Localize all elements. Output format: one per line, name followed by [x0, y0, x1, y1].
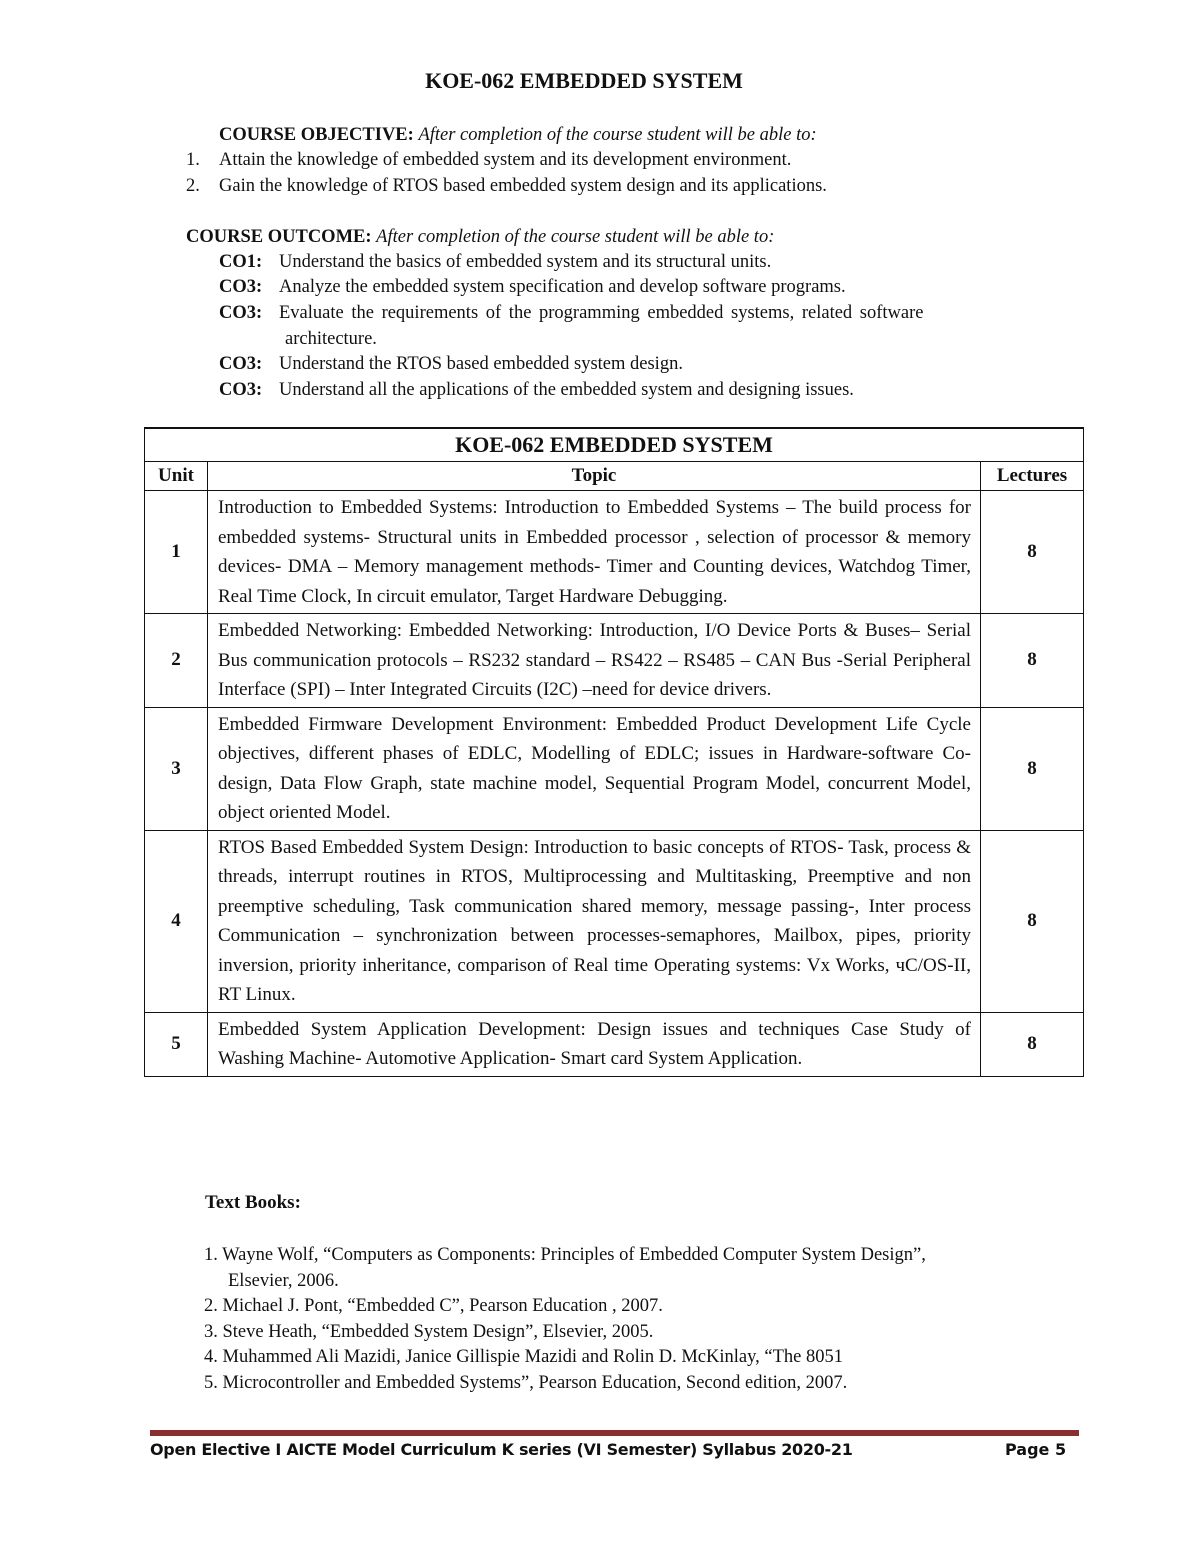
- unit-lectures: 8: [981, 491, 1084, 614]
- unit-topic: Introduction to Embedded Systems: Introduction to Embedded Systems – The build process for embedded systems- Structural units in Embedded processor , selection of processor & memory devices- DMA – Memory management methods- Timer and Counting devices, Watchdog Timer, Real Time Clock, In circuit emulator, Target Hardware Debugging.: [208, 491, 981, 614]
- outcome-code: CO3:: [219, 303, 263, 323]
- table-title: KOE-062 EMBEDDED SYSTEM: [145, 428, 1084, 462]
- objective-item-text: Gain the knowledge of RTOS based embedded system design and its applications.: [219, 176, 827, 196]
- objective-label: COURSE OBJECTIVE:: [219, 125, 414, 145]
- outcome-text: Understand the RTOS based embedded system design.: [279, 354, 683, 374]
- footer-curriculum-text: Open Elective I AICTE Model Curriculum K series (VI Semester) Syllabus 2020-21: [150, 1440, 853, 1459]
- unit-lectures: 8: [981, 1012, 1084, 1076]
- textbook-item: 2. Michael J. Pont, “Embedded C”, Pearson Education , 2007.: [204, 1296, 663, 1316]
- page-number: Page 5: [1005, 1440, 1067, 1459]
- textbook-item: 5. Microcontroller and Embedded Systems”, Pearson Education, Second edition, 2007.: [204, 1372, 848, 1393]
- outcome-text: Evaluate the requirements of the programming embedded systems, related software: [279, 303, 924, 323]
- outcome-text: Analyze the embedded system specification and develop software programs.: [279, 277, 846, 297]
- outcome-intro: After completion of the course student will be able to:: [376, 227, 775, 247]
- table-row: [145, 707, 1084, 830]
- unit-number: 5: [145, 1012, 208, 1076]
- table-row: [145, 614, 1084, 708]
- outcome-item: [219, 249, 771, 275]
- table-header-row: [145, 462, 1084, 491]
- objective-item-number: 1.: [186, 150, 200, 170]
- unit-topic: RTOS Based Embedded System Design: Introduction to basic concepts of RTOS- Task, process & threads, interrupt routines in RTOS, Multiprocessing and Multitasking, Preemptive and non preemptive scheduling, Task communication shared memory, message passing-, Inter process Communication – synchronization between processes-semaphores, Mailbox, pipes, priority inversion, priority inheritance, comparison of Real time Operating systems: Vx Works, чC/OS-II, RT Linux.: [208, 830, 981, 1012]
- unit-lectures: 8: [981, 830, 1084, 1012]
- unit-topic: Embedded System Application Development: Design issues and techniques Case Study of Washing Machine- Automotive Application- Smart card System Application.: [208, 1012, 981, 1076]
- footer-divider: [150, 1430, 1079, 1436]
- outcome-code: CO3:: [219, 380, 263, 400]
- outcome-heading: [186, 224, 774, 250]
- unit-number: 4: [145, 830, 208, 1012]
- column-header-unit: Unit: [145, 462, 208, 491]
- syllabus-table: [144, 427, 1084, 1077]
- unit-number: 2: [145, 614, 208, 708]
- column-header-topic: Topic: [208, 462, 981, 491]
- outcome-code: CO3:: [219, 354, 263, 374]
- objective-item: [186, 173, 827, 199]
- outcome-label: COURSE OUTCOME:: [186, 227, 372, 247]
- unit-number: 3: [145, 707, 208, 830]
- objective-heading: [219, 122, 817, 148]
- objective-item: [186, 147, 791, 173]
- objective-item-number: 2.: [186, 176, 200, 196]
- outcome-text: Understand the basics of embedded system and its structural units.: [279, 252, 772, 272]
- textbooks-list: [204, 1243, 1084, 1396]
- outcome-text-continuation: architecture.: [285, 329, 377, 349]
- column-header-lectures: Lectures: [981, 462, 1084, 491]
- outcome-code: CO1:: [219, 252, 263, 272]
- unit-topic: Embedded Firmware Development Environment: Embedded Product Development Life Cycle objectives, different phases of EDLC, Modelling of EDLC; issues in Hardware-software Co-design, Data Flow Graph, state machine model, Sequential Program Model, concurrent Model, object oriented Model.: [208, 707, 981, 830]
- table-row: [145, 1012, 1084, 1076]
- outcome-item: [219, 351, 683, 377]
- objective-intro: After completion of the course student will be able to:: [418, 125, 817, 145]
- textbook-item-continuation: Elsevier, 2006.: [228, 1270, 339, 1291]
- outcome-code: CO3:: [219, 277, 263, 297]
- objective-item-text: Attain the knowledge of embedded system and its development environment.: [219, 150, 792, 170]
- unit-lectures: 8: [981, 707, 1084, 830]
- outcome-text: Understand all the applications of the embedded system and designing issues.: [279, 380, 854, 400]
- table-row: [145, 830, 1084, 1012]
- unit-number: 1: [145, 491, 208, 614]
- textbooks-heading: Text Books:: [205, 1192, 301, 1213]
- unit-lectures: 8: [981, 614, 1084, 708]
- outcome-item: [219, 300, 923, 326]
- textbook-item: 3. Steve Heath, “Embedded System Design”, Elsevier, 2005.: [204, 1321, 654, 1342]
- table-row: [145, 491, 1084, 614]
- outcome-item: [219, 274, 846, 300]
- textbook-item: 1. Wayne Wolf, “Computers as Components: Principles of Embedded Computer System Design”,: [204, 1245, 926, 1265]
- unit-topic: Embedded Networking: Embedded Networking: Introduction, I/O Device Ports & Buses– Serial Bus communication protocols – RS232 standard – RS422 – RS485 – CAN Bus -Serial Peripheral Interface (SPI) – Inter Integrated Circuits (I2C) –need for device drivers.: [208, 614, 981, 708]
- page-title: KOE-062 EMBEDDED SYSTEM: [425, 68, 743, 93]
- textbook-item: 4. Muhammed Ali Mazidi, Janice Gillispie Mazidi and Rolin D. McKinlay, “The 8051: [204, 1347, 843, 1367]
- outcome-item: [219, 377, 854, 403]
